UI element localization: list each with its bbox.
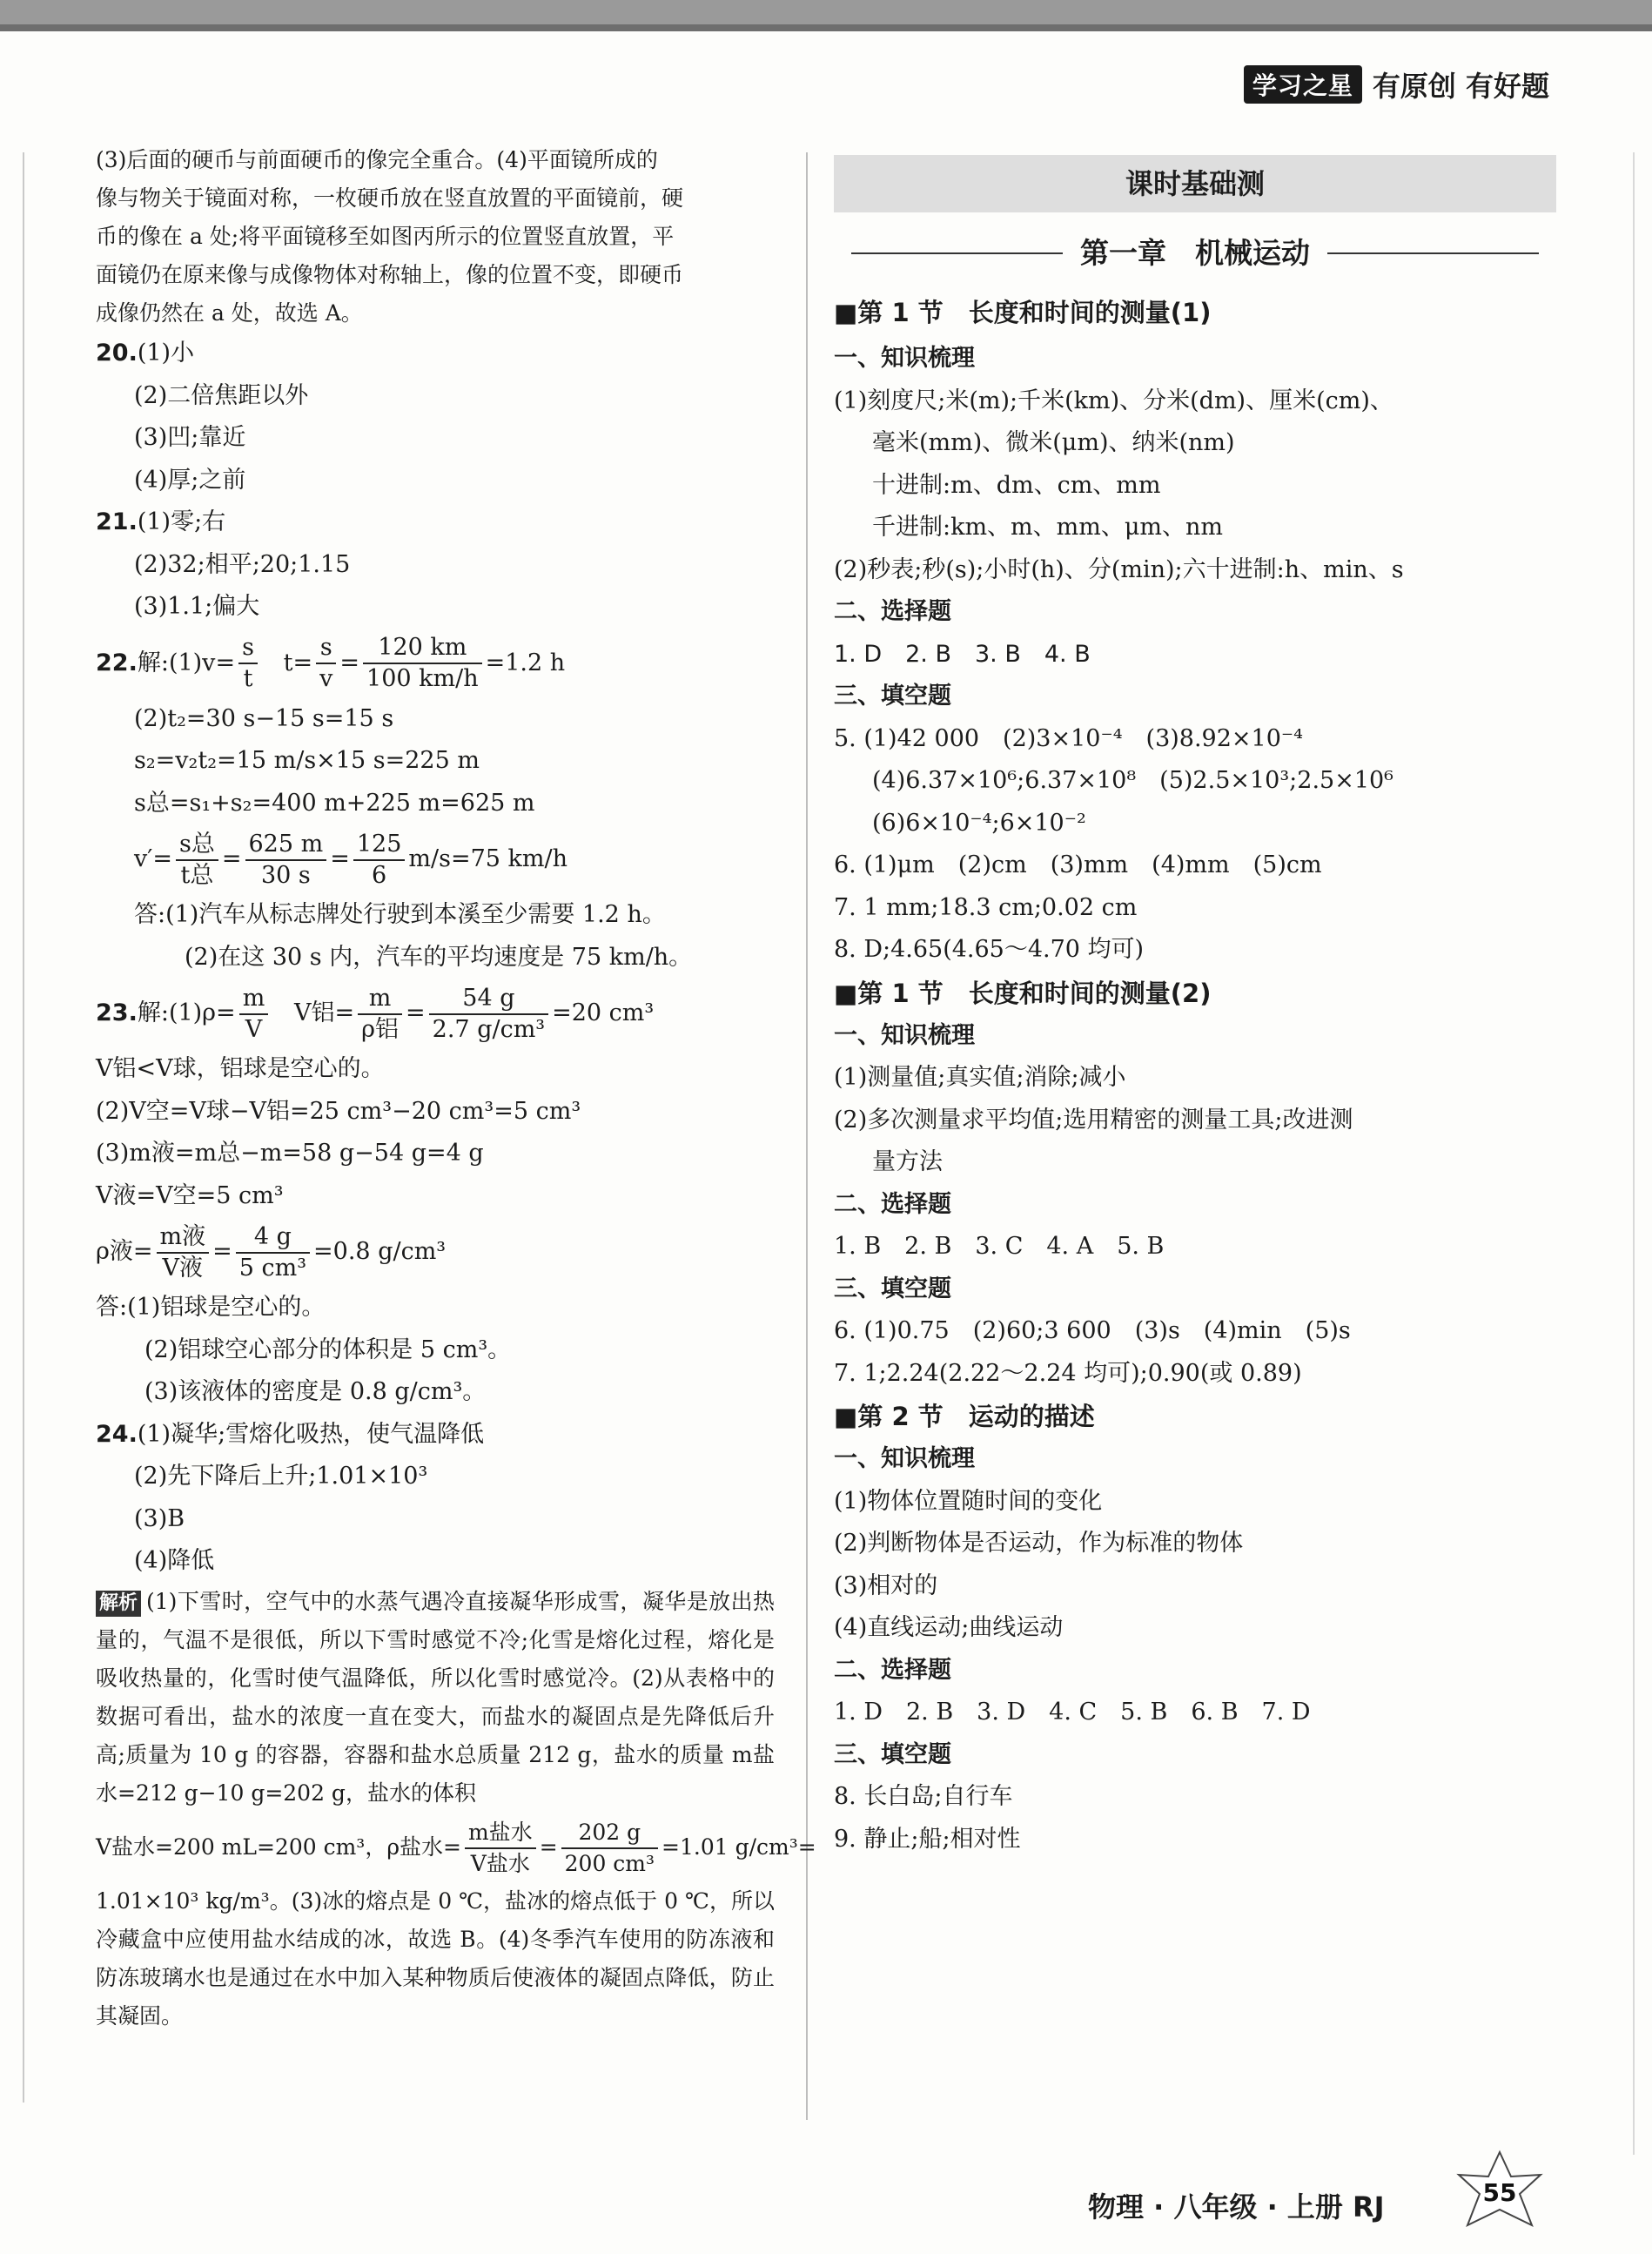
intro-line: 像与物关于镜面对称，一枚硬币放在竖直放置的平面镜前，硬 [96,185,684,211]
answer-line: (3)B [134,1504,185,1532]
fraction-numerator: 4 g [236,1222,310,1254]
fraction-numerator: m盐水 [465,1818,536,1849]
question-number: 21. [96,508,138,535]
fraction-denominator: 100 km/h [366,665,479,692]
answer-line: (4)直线运动;曲线运动 [834,1614,1064,1641]
fraction-denominator: v [319,665,333,692]
left-column [96,141,816,2035]
answer-line: 8. 长白岛;自行车 [834,1783,1013,1810]
answer-line: (4)降低 [134,1547,215,1574]
fraction-numerator: 125 [353,830,406,861]
answer-line: (2)V空=V球−V铝=25 cm³−20 cm³=5 cm³ [96,1097,581,1125]
formula-text: = [330,845,350,872]
chapter-rule-right [1327,252,1539,254]
chapter-heading [834,225,1556,282]
fraction-numerator: s总 [176,830,218,861]
intro-line: (3)后面的硬币与前面硬币的像完全重合。(4)平面镜所成的 [96,147,658,172]
left-margin-rule [23,152,24,2103]
fraction-denominator: V盐水 [470,1851,530,1876]
top-border [0,0,1652,31]
fraction [236,1222,310,1283]
intro-line: 成像仍然在 a 处，故选 A。 [96,300,363,326]
answer-line: 9. 静止;船;相对性 [834,1825,1021,1853]
answer-line: (1)小 [137,340,195,367]
answer-line: (1)凝华;雪熔化吸热，使气温降低 [137,1420,485,1448]
answer-line: (2)t₂=30 s−15 s=15 s [134,704,394,732]
sub-heading: 二、选择题 [834,1190,951,1218]
fraction [239,984,269,1045]
formula-text: =0.8 g/cm³ [313,1238,447,1265]
intro-line: 币的像在 a 处;将平面镜移至如图丙所示的位置竖直放置，平 [96,224,675,249]
formula-text: V铝= [294,999,355,1026]
fraction-denominator: V [245,1015,263,1043]
answer-line: (6)6×10⁻⁴;6×10⁻² [872,809,1086,837]
analysis-block [96,1583,816,2035]
section-banner: 课时基础测 [834,155,1556,212]
right-column [834,153,1556,1860]
footer-subject: 物理 · 八年级 · 上册 RJ [1088,2190,1385,2224]
answer-line: (2)秒表;秒(s);小时(h)、分(min);六十进制:h、min、s [834,555,1404,583]
answer-line: 千进制:km、m、mm、μm、nm [872,514,1224,541]
formula-text: = [212,1238,232,1265]
brand-logo: 学习之星 [1244,65,1362,104]
right-margin-rule [1633,152,1635,2155]
section-title: ■第 1 节 长度和时间的测量(1) [834,298,1212,327]
fraction-denominator: t总 [180,861,214,889]
fraction-numerator: m液 [157,1222,210,1254]
fraction [176,830,218,891]
fraction-denominator: t [243,665,253,692]
question-23 [96,979,775,1414]
answer-line: 毫米(mm)、微米(μm)、纳米(nm) [872,429,1235,456]
chapter-title: 第一章 机械运动 [1080,235,1310,270]
answer-line: (2)判断物体是否运动，作为标准的物体 [834,1530,1244,1557]
formula-text: 解:(1)v= [137,649,236,676]
answer-conclusion: (2)铝球空心部分的体积是 5 cm³。 [144,1336,512,1363]
answer-line: s₂=v₂t₂=15 m/s×15 s=225 m [134,747,480,774]
answer-line: (4)厚;之前 [134,466,246,494]
question-number: 23. [96,999,138,1026]
choice-answers: 1. D 2. B 3. B 4. B [834,640,1091,668]
answer-line: 6. (1)μm (2)cm (3)mm (4)mm (5)cm [834,851,1322,878]
answer-line: (2)先下降后上升;1.01×10³ [134,1463,428,1490]
section-1-2 [834,972,1556,1396]
top-border-shade [0,24,1652,31]
formula-text: = [539,1833,558,1860]
section-title: ■第 2 节 运动的描述 [834,1402,1095,1431]
intro-line: 面镜仍在原来像与成像物体对称轴上，像的位置不变，即硬币 [96,262,684,287]
answer-line: (4)6.37×10⁶;6.37×10⁸ (5)2.5×10³;2.5×10⁶ [872,767,1394,794]
answer-line: (1)物体位置随时间的变化 [834,1487,1103,1515]
formula-text: =1.2 h [485,649,566,676]
sub-heading: 三、填空题 [834,1740,951,1768]
analysis-text: (1)下雪时，空气中的水蒸气遇冷直接凝华形成雪，凝华是放出热量的，气温不是很低，所以下雪时感觉不冷;化雪是熔化过程，熔化是吸收热量的，化雪时使气温降低，所以化雪时感觉冷。(2)从表格中的数据可看出，盐水的浓度一直在变大，而盐水的凝固点是先降低后升高;质量为 10 g 的容器，容器和盐水总质量 212 g，盐水的质量 m盐水=212 g−10 g=202 g，盐水的体积 [96,1588,775,1806]
question-number: 20. [96,340,138,367]
answer-line: (1)测量值;真实值;消除;减小 [834,1064,1126,1091]
fraction-denominator: V液 [162,1254,204,1282]
answer-line: (3)1.1;偏大 [134,593,260,620]
formula-text: = [221,845,242,872]
formula-text: m/s=75 km/h [408,845,567,872]
fraction-numerator: s [316,633,336,664]
section-2 [834,1395,1556,1860]
sub-heading: 二、选择题 [834,1656,951,1684]
analysis-badge: 解析 [96,1591,141,1617]
formula-text: ρ液= [96,1238,153,1265]
formula-text: =20 cm³ [552,999,655,1026]
answer-line: (3)相对的 [834,1571,938,1599]
fraction [353,830,406,891]
question-21 [96,501,775,629]
answer-conclusion: 答:(1)铝球是空心的。 [96,1294,326,1321]
choice-answers: 1. D 2. B 3. D 4. C 5. B 6. B 7. D [834,1699,1311,1726]
section-title: ■第 1 节 长度和时间的测量(2) [834,978,1212,1008]
fraction-numerator: 120 km [363,633,482,664]
answer-line: (2)多次测量求平均值;选用精密的测量工具;改进测 [834,1106,1353,1134]
answer-line: 6. (1)0.75 (2)60;3 600 (3)s (4)min (5)s [834,1317,1351,1344]
fraction [238,633,258,694]
formula-text: v′= [134,845,173,872]
fraction [157,1222,210,1283]
fraction [245,830,327,891]
answer-line: 十进制:m、dm、cm、mm [872,471,1161,499]
formula-text: t= [283,649,313,676]
intro-paragraph [96,141,775,333]
answer-line: (1)零;右 [137,508,226,535]
fraction-numerator: m [239,984,269,1015]
fraction [363,633,482,694]
analysis-text: 1.01×10³ kg/m³。(3)冰的熔点是 0 ℃，盐冰的熔点低于 0 ℃，所以冷藏盒中应使用盐水结成的冰，故选 B。(4)冬季汽车使用的防冻液和防冻玻璃水也是通过在水中加入某种物质后使液体的凝固点降低，防止其凝固。 [96,1887,775,2029]
answer-line: (3)m液=m总−m=58 g−54 g=4 g [96,1140,484,1167]
answer-line: (2)二倍焦距以外 [134,381,309,409]
sub-heading: 三、填空题 [834,683,951,710]
question-number: 24. [96,1420,138,1448]
chapter-rule-left [851,252,1063,254]
answer-conclusion: (3)该液体的密度是 0.8 g/cm³。 [144,1378,487,1405]
fraction-denominator: 2.7 g/cm³ [432,1015,546,1043]
fraction [465,1818,536,1879]
fraction [358,984,402,1045]
formula-text: = [339,649,360,676]
fraction-numerator: 625 m [245,830,327,861]
brand-slogan: 有原创 有好题 [1372,70,1549,103]
fraction [561,1818,658,1879]
sub-heading: 三、填空题 [834,1275,951,1302]
answer-line: (1)刻度尺;米(m);千米(km)、分米(dm)、厘米(cm)、 [834,387,1393,414]
sub-heading: 一、知识梳理 [834,1445,975,1472]
formula-text: 解:(1)ρ= [137,999,236,1026]
question-24 [96,1414,775,1583]
sub-heading: 一、知识梳理 [834,345,975,372]
question-22 [96,629,775,979]
fraction [429,984,548,1045]
fraction-denominator: ρ铝 [361,1015,400,1043]
brand-header [1244,64,1549,104]
formula-text: V盐水=200 mL=200 cm³，ρ盐水= [96,1833,461,1860]
answer-line: V铝<V球，铝球是空心的。 [96,1055,385,1082]
fraction-denominator: 30 s [260,861,311,889]
fraction [316,633,336,694]
answer-line: (3)凹;靠近 [134,424,246,451]
question-number: 22. [96,649,138,676]
answer-line: 8. D;4.65(4.65～4.70 均可) [834,936,1145,963]
fraction-numerator: 202 g [561,1818,658,1849]
fraction-denominator: 200 cm³ [564,1851,655,1876]
answer-conclusion: 答:(1)汽车从标志牌处行驶到本溪至少需要 1.2 h。 [134,901,666,928]
answer-line: 量方法 [872,1148,943,1175]
analysis-formula [96,1813,816,1882]
answer-line: V液=V空=5 cm³ [96,1181,284,1209]
sub-heading: 二、选择题 [834,598,951,625]
formula-text: =1.01 g/cm³= [661,1833,816,1860]
answer-line: s总=s₁+s₂=400 m+225 m=625 m [134,789,535,817]
fraction-denominator: 5 cm³ [238,1254,307,1282]
fraction-numerator: 54 g [429,984,548,1015]
answer-line: (2)32;相平;20;1.15 [134,550,351,578]
page-number-star [1452,2149,1548,2232]
formula-text: = [406,999,426,1026]
answer-line: 5. (1)42 000 (2)3×10⁻⁴ (3)8.92×10⁻⁴ [834,724,1303,752]
question-20 [96,333,775,501]
choice-answers: 1. B 2. B 3. C 4. A 5. B [834,1233,1165,1260]
fraction-denominator: 6 [372,861,387,889]
answer-line: 7. 1 mm;18.3 cm;0.02 cm [834,893,1138,921]
page-number: 55 [1482,2178,1517,2207]
fraction-numerator: s [238,633,258,664]
answer-line: 7. 1;2.24(2.22～2.24 均可);0.90(或 0.89) [834,1359,1302,1387]
section-1-1 [834,287,1556,972]
sub-heading: 一、知识梳理 [834,1021,975,1049]
column-divider [806,152,808,2120]
answer-conclusion: (2)在这 30 s 内，汽车的平均速度是 75 km/h。 [185,943,693,971]
fraction-numerator: m [358,984,402,1015]
